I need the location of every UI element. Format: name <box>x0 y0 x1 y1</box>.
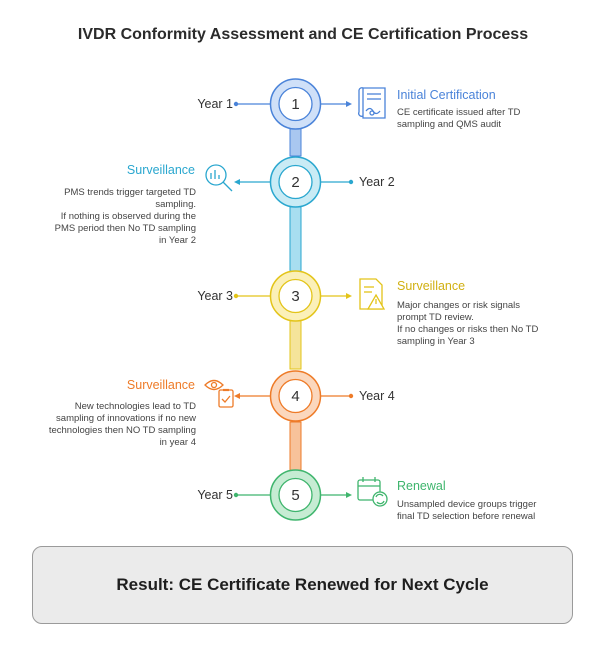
step-4-node <box>234 371 353 421</box>
step-1-heading: Initial Certification <box>397 88 496 102</box>
step-5-heading: Renewal <box>397 479 446 493</box>
step-3-node <box>234 271 352 321</box>
step-3-number: 3 <box>291 288 300 305</box>
step-4-heading: Surveillance <box>126 378 195 392</box>
step-4-number: 4 <box>291 388 300 405</box>
step-2-description: PMS trends trigger targeted TD sampling. If nothing is observed during the PMS period then No TD sampling in Year 2 <box>54 187 196 246</box>
step-5-description: Unsampled device groups trigger final TD selection before renewal <box>397 499 537 522</box>
result-box <box>32 546 573 624</box>
step-3-year: Year 3 <box>197 289 233 303</box>
magnifier-chart-icon <box>206 165 232 191</box>
step-1-year: Year 1 <box>197 97 233 111</box>
step-5-year: Year 5 <box>197 488 233 502</box>
warning-document-icon <box>360 279 384 309</box>
step-2-heading: Surveillance <box>126 163 195 177</box>
step-3-heading: Surveillance <box>397 279 466 293</box>
connector-2-3 <box>290 207 301 271</box>
step-1-node <box>234 79 352 129</box>
step-3-description: Major changes or risk signals prompt TD review. If no changes or risks then No TD sampling in Year 3 <box>397 300 539 347</box>
connector-1-2 <box>290 129 301 156</box>
step-1-number: 1 <box>291 96 300 113</box>
eye-clipboard-icon <box>205 381 233 408</box>
step-2-number: 2 <box>291 174 300 191</box>
step-5-node <box>234 470 352 520</box>
diagram-title: IVDR Conformity Assessment and CE Certification Process <box>77 26 529 43</box>
step-5-number: 5 <box>291 487 300 504</box>
connector-3-4 <box>290 321 301 369</box>
step-4-year: Year 4 <box>359 389 395 403</box>
certificate-icon <box>359 88 385 118</box>
calendar-refresh-icon <box>358 477 387 506</box>
step-4-description: New technologies lead to TD sampling of innovations if no new technologies then NO TD sampling in year 4 <box>48 401 196 448</box>
result-text: Result: CE Certificate Renewed for Next Cycle <box>116 575 489 594</box>
step-2-year: Year 2 <box>359 175 395 189</box>
step-1-description: CE certificate issued after TD sampling and QMS audit <box>397 107 521 130</box>
connector-4-5 <box>290 422 301 470</box>
step-2-node <box>234 157 353 207</box>
